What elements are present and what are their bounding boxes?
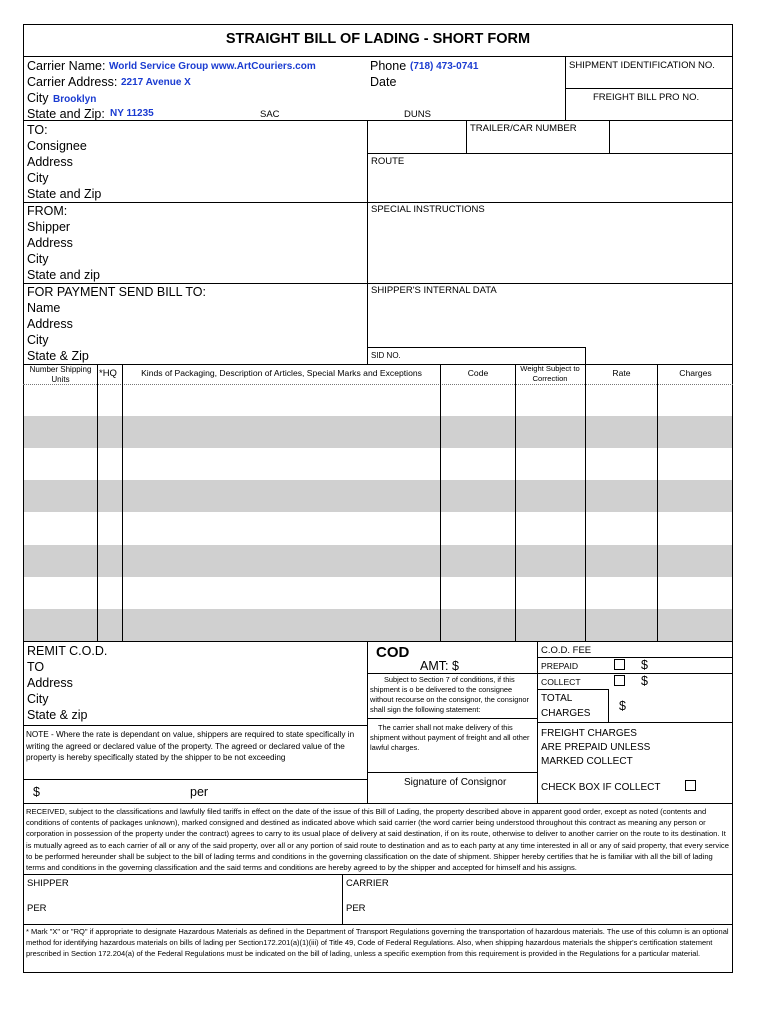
carrier-sign-label: CARRIER bbox=[346, 878, 389, 889]
freight-bill-label: FREIGHT BILL PRO NO. bbox=[593, 92, 700, 103]
payment-name: Name bbox=[27, 301, 61, 315]
remit-cod-label: REMIT C.O.D. bbox=[27, 644, 108, 658]
total-dollar: $ bbox=[619, 699, 626, 713]
freight-charges-line1: FREIGHT CHARGES bbox=[541, 728, 637, 739]
table-row-shade bbox=[24, 416, 732, 448]
carrier-address-value[interactable]: 2217 Avenue X bbox=[121, 77, 191, 88]
declared-value-note: NOTE - Where the rate is dependant on value, shippers are required to state specifically in writing the agreed or declared value of the property. The agreed or declared value of the property is hereby specifically stated by the shipper to be not exceeding bbox=[26, 730, 355, 763]
col-rate-header: Rate bbox=[612, 368, 631, 378]
route-label: ROUTE bbox=[371, 156, 405, 167]
col-charges-header: Charges bbox=[679, 368, 712, 378]
sid-label: SID NO. bbox=[371, 351, 401, 360]
remit-city-label: City bbox=[27, 692, 49, 706]
check-collect-label: CHECK BOX IF COLLECT bbox=[541, 782, 661, 793]
shipper-sign-label: SHIPPER bbox=[27, 878, 69, 889]
page-title: STRAIGHT BILL OF LADING - SHORT FORM bbox=[225, 31, 531, 47]
shipment-id-label: SHIPMENT IDENTIFICATION NO. bbox=[569, 60, 715, 71]
cod-amount: AMT: $ bbox=[420, 659, 459, 673]
total-label: TOTAL bbox=[541, 693, 573, 704]
declared-dollar: $ bbox=[33, 785, 40, 799]
col-hq-header: *HQ bbox=[99, 368, 117, 379]
carrier-per-label: PER bbox=[346, 903, 366, 914]
to-city: City bbox=[27, 171, 49, 185]
cod-title: COD bbox=[376, 644, 410, 661]
trailer-label: TRAILER/CAR NUMBER bbox=[470, 123, 577, 134]
payment-statezip: State & Zip bbox=[27, 349, 89, 363]
collect-dollar: $ bbox=[641, 674, 648, 688]
payment-city: City bbox=[27, 333, 49, 347]
to-heading: TO: bbox=[27, 123, 48, 137]
from-heading: FROM: bbox=[27, 204, 68, 218]
to-address: Address bbox=[27, 155, 73, 169]
remit-statezip-label: State & zip bbox=[27, 708, 88, 722]
from-address: Address bbox=[27, 236, 73, 250]
hazmat-footnote: * Mark "X" or "RQ" if appropriate to designate Hazardous Materials as defined in the Department of Transport Regulations governing the transportation of hazardous materials. The use of this column is an optional method for identifying hazardous materials on bills of lading per Section172.201(a)(1)(iii) of Title 49, Code of Federal Regulations. Also, when shipping hazardous materials the shipper's certification statement prescribed in Section 172.204(a) of the Federal Regulations must be indicated on the bill of lading, unless a specific exemption from this requirement is provided in the Regulations for a particular material. bbox=[26, 927, 729, 958]
payment-heading: FOR PAYMENT SEND BILL TO: bbox=[27, 285, 206, 299]
carrier-city-label: City bbox=[27, 91, 49, 105]
from-shipper: Shipper bbox=[27, 220, 71, 234]
collect-label: COLLECT bbox=[541, 677, 581, 687]
consignor-statement: Subject to Section 7 of conditions, if this shipment is o be delivered to the consignee without recourse on the consignor, the consignor shall sign the following statement: bbox=[370, 675, 529, 714]
consignor-signature-label: Signature of Consignor bbox=[404, 777, 507, 788]
shipper-per-label: PER bbox=[27, 903, 47, 914]
declared-per: per bbox=[190, 785, 209, 799]
cod-fee-label: C.O.D. FEE bbox=[541, 645, 592, 656]
received-terms: RECEIVED, subject to the classifications and lawfully filed tariffs in effect on the date of the issue of this Bill of Lading, the property described above in apparent good order, except as noted (contents and conditions of contents of packages unknown), marked consigned and destined as indicated above which said carrier (the word carrier being understood throughout this contract as meaning any person or corporation in possession of the property under the contract) agrees to carry to its usual place of delivery at said destination, if on its route, otherwise to deliver to another carrier on the route to its destination. It is mutually agreed as to each carrier of all or any of the said property, over all or any portion of said route to destination and as to each party at any time interested in all or any of said property, that every service to be performed hereunder shall be subject to the bill of lading terms and conditions in the governing classification on the date of shipment. Shipper hereby certifies that he is familiar with all the bill of lading terms and conditions in the governing classification and the said terms and conditions are hereby agreed to by the shipper and accepted for himself and his assigns. bbox=[26, 807, 729, 873]
duns-label: DUNS bbox=[404, 109, 431, 120]
freight-charges-line3: MARKED COLLECT bbox=[541, 756, 633, 767]
payment-address: Address bbox=[27, 317, 73, 331]
date-label: Date bbox=[370, 75, 397, 89]
carrier-delivery-statement: The carrier shall not make delivery of this shipment without payment of freight and all other lawful charges. bbox=[370, 723, 530, 752]
col-desc-header: Kinds of Packaging, Description of Articles, Special Marks and Exceptions bbox=[141, 368, 422, 378]
carrier-address-label: Carrier Address: bbox=[27, 75, 118, 89]
remit-to-label: TO bbox=[27, 660, 45, 674]
carrier-city-value[interactable]: Brooklyn bbox=[53, 94, 97, 105]
special-instructions-label: SPECIAL INSTRUCTIONS bbox=[371, 204, 485, 215]
carrier-name-label: Carrier Name: bbox=[27, 59, 106, 73]
collect-check-box[interactable] bbox=[685, 780, 696, 791]
charges-label: CHARGES bbox=[541, 708, 591, 719]
table-row-shade bbox=[24, 480, 732, 512]
phone-value[interactable]: (718) 473-0741 bbox=[410, 61, 479, 72]
sac-label: SAC bbox=[260, 109, 280, 120]
col-units-header: Number Shipping Units bbox=[29, 365, 92, 384]
freight-charges-line2: ARE PREPAID UNLESS bbox=[541, 742, 651, 753]
carrier-statezip-value[interactable]: NY 11235 bbox=[110, 108, 154, 119]
from-city: City bbox=[27, 252, 49, 266]
remit-address-label: Address bbox=[27, 676, 73, 690]
prepaid-checkbox[interactable] bbox=[614, 659, 625, 670]
phone-label: Phone bbox=[370, 59, 407, 73]
to-consignee: Consignee bbox=[27, 139, 87, 153]
table-row-shade bbox=[24, 545, 732, 577]
prepaid-dollar: $ bbox=[641, 658, 648, 672]
collect-checkbox[interactable] bbox=[614, 675, 625, 686]
carrier-statezip-label: State and Zip: bbox=[27, 107, 105, 121]
col-weight-header: Weight Subject to Correction bbox=[520, 364, 580, 383]
col-code-header: Code bbox=[467, 368, 489, 378]
to-statezip: State and Zip bbox=[27, 187, 102, 201]
from-statezip: State and zip bbox=[27, 268, 100, 282]
internal-data-label: SHIPPER'S INTERNAL DATA bbox=[371, 285, 497, 296]
carrier-name-value[interactable]: World Service Group www.ArtCouriers.com bbox=[109, 61, 316, 72]
table-row-shade bbox=[24, 609, 732, 641]
prepaid-label: PREPAID bbox=[541, 661, 579, 671]
